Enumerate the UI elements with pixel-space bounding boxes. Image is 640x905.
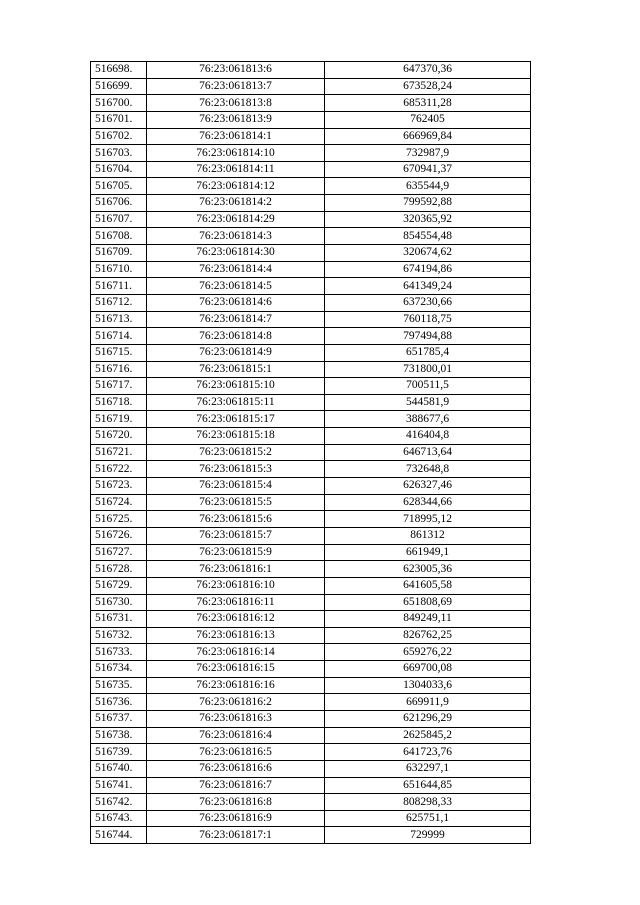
cadastral-number-cell: 76:23:061816:13 [147,627,325,644]
cadastral-value-cell: 674194,86 [325,261,531,278]
cadastral-value-cell: 320674,62 [325,245,531,262]
row-number-cell: 516731. [91,611,147,628]
table-row [91,677,531,694]
cadastral-number-cell: 76:23:061813:9 [147,111,325,128]
row-number-cell: 516723. [91,478,147,495]
cadastral-number-cell: 76:23:061816:9 [147,810,325,827]
cadastral-value-cell: 854554,48 [325,228,531,245]
table-row [91,128,531,145]
cadastral-number-cell: 76:23:061816:16 [147,677,325,694]
row-number-cell: 516739. [91,744,147,761]
table-row [91,394,531,411]
row-number-cell: 516744. [91,827,147,844]
table-row [91,411,531,428]
table-row [91,444,531,461]
cadastral-number-cell: 76:23:061816:12 [147,611,325,628]
cadastral-number-cell: 76:23:061816:7 [147,777,325,794]
cadastral-number-cell: 76:23:061815:4 [147,478,325,495]
table-row [91,727,531,744]
cadastral-number-cell: 76:23:061814:1 [147,128,325,145]
row-number-cell: 516699. [91,78,147,95]
cadastral-number-cell: 76:23:061815:3 [147,461,325,478]
row-number-cell: 516716. [91,361,147,378]
row-number-cell: 516725. [91,511,147,528]
table-row [91,361,531,378]
cadastral-value-cell: 651785,4 [325,344,531,361]
cadastral-value-cell: 632297,1 [325,760,531,777]
row-number-cell: 516717. [91,378,147,395]
table-row [91,511,531,528]
table-row [91,661,531,678]
row-number-cell: 516715. [91,344,147,361]
cadastral-number-cell: 76:23:061816:14 [147,644,325,661]
cadastral-number-cell: 76:23:061814:12 [147,178,325,195]
cadastral-value-cell: 732987,9 [325,145,531,162]
cadastral-number-cell: 76:23:061816:4 [147,727,325,744]
cadastral-value-cell: 826762,25 [325,627,531,644]
cadastral-number-cell: 76:23:061815:9 [147,544,325,561]
cadastral-value-cell: 637230,66 [325,294,531,311]
row-number-cell: 516721. [91,444,147,461]
row-number-cell: 516701. [91,111,147,128]
cadastral-number-cell: 76:23:061816:15 [147,661,325,678]
cadastral-number-cell: 76:23:061817:1 [147,827,325,844]
table-row [91,328,531,345]
row-number-cell: 516710. [91,261,147,278]
cadastral-number-cell: 76:23:061815:1 [147,361,325,378]
cadastral-number-cell: 76:23:061814:11 [147,161,325,178]
table-row [91,710,531,727]
table-body [91,62,531,844]
cadastral-value-cell: 635544,9 [325,178,531,195]
cadastral-number-cell: 76:23:061814:10 [147,145,325,162]
table-row [91,161,531,178]
cadastral-value-cell: 666969,84 [325,128,531,145]
row-number-cell: 516735. [91,677,147,694]
row-number-cell: 516733. [91,644,147,661]
cadastral-value-cell: 669911,9 [325,694,531,711]
table-row [91,744,531,761]
table-row [91,611,531,628]
cadastral-number-cell: 76:23:061816:6 [147,760,325,777]
cadastral-value-cell: 799592,88 [325,195,531,212]
cadastral-number-cell: 76:23:061815:7 [147,527,325,544]
row-number-cell: 516730. [91,594,147,611]
row-number-cell: 516742. [91,794,147,811]
table-row [91,145,531,162]
table-row [91,111,531,128]
cadastral-number-cell: 76:23:061814:9 [147,344,325,361]
cadastral-value-cell: 641349,24 [325,278,531,295]
row-number-cell: 516708. [91,228,147,245]
cadastral-value-cell: 762405 [325,111,531,128]
row-number-cell: 516704. [91,161,147,178]
row-number-cell: 516726. [91,527,147,544]
cadastral-number-cell: 76:23:061814:6 [147,294,325,311]
row-number-cell: 516740. [91,760,147,777]
row-number-cell: 516698. [91,62,147,79]
cadastral-value-cell: 685311,28 [325,95,531,112]
cadastral-value-cell: 641723,76 [325,744,531,761]
table-row [91,644,531,661]
cadastral-number-cell: 76:23:061814:5 [147,278,325,295]
cadastral-value-cell: 621296,29 [325,710,531,727]
table-row [91,760,531,777]
cadastral-value-cell: 626327,46 [325,478,531,495]
row-number-cell: 516737. [91,710,147,727]
cadastral-value-cell: 661949,1 [325,544,531,561]
row-number-cell: 516727. [91,544,147,561]
cadastral-value-cell: 731800,01 [325,361,531,378]
cadastral-value-cell: 1304033,6 [325,677,531,694]
table-row [91,810,531,827]
row-number-cell: 516705. [91,178,147,195]
row-number-cell: 516709. [91,245,147,262]
cadastral-value-cell: 625751,1 [325,810,531,827]
table-row [91,195,531,212]
cadastral-number-cell: 76:23:061814:2 [147,195,325,212]
cadastral-number-cell: 76:23:061816:3 [147,710,325,727]
table-row [91,95,531,112]
row-number-cell: 516714. [91,328,147,345]
cadastral-value-cell: 797494,88 [325,328,531,345]
table-row [91,527,531,544]
row-number-cell: 516732. [91,627,147,644]
cadastral-number-cell: 76:23:061814:3 [147,228,325,245]
table-row [91,211,531,228]
cadastral-value-cell: 416404,8 [325,428,531,445]
cadastral-number-cell: 76:23:061816:10 [147,577,325,594]
row-number-cell: 516741. [91,777,147,794]
row-number-cell: 516728. [91,561,147,578]
table-row [91,344,531,361]
cadastral-value-cell: 718995,12 [325,511,531,528]
table-row [91,461,531,478]
cadastral-value-cell: 646713,64 [325,444,531,461]
row-number-cell: 516738. [91,727,147,744]
cadastral-value-cell: 760118,75 [325,311,531,328]
row-number-cell: 516722. [91,461,147,478]
row-number-cell: 516720. [91,428,147,445]
cadastral-value-cell: 388677,6 [325,411,531,428]
table-row [91,228,531,245]
table-row [91,577,531,594]
cadastral-number-cell: 76:23:061814:30 [147,245,325,262]
row-number-cell: 516718. [91,394,147,411]
cadastral-value-cell: 670941,37 [325,161,531,178]
row-number-cell: 516743. [91,810,147,827]
table-row [91,544,531,561]
row-number-cell: 516734. [91,661,147,678]
row-number-cell: 516711. [91,278,147,295]
table-row [91,428,531,445]
table-row [91,777,531,794]
row-number-cell: 516703. [91,145,147,162]
table-row [91,261,531,278]
table-row [91,494,531,511]
cadastral-value-cell: 320365,92 [325,211,531,228]
cadastral-number-cell: 76:23:061814:8 [147,328,325,345]
cadastral-value-cell: 651808,69 [325,594,531,611]
cadastral-value-cell: 2625845,2 [325,727,531,744]
row-number-cell: 516706. [91,195,147,212]
cadastral-number-cell: 76:23:061816:8 [147,794,325,811]
cadastral-value-cell: 544581,9 [325,394,531,411]
cadastral-value-cell: 628344,66 [325,494,531,511]
row-number-cell: 516713. [91,311,147,328]
row-number-cell: 516729. [91,577,147,594]
row-number-cell: 516724. [91,494,147,511]
cadastral-value-cell: 659276,22 [325,644,531,661]
cadastral-value-cell: 849249,11 [325,611,531,628]
cadastral-number-cell: 76:23:061815:18 [147,428,325,445]
table-row [91,378,531,395]
cadastral-number-cell: 76:23:061815:17 [147,411,325,428]
table-row [91,62,531,79]
table-row [91,78,531,95]
cadastral-number-cell: 76:23:061814:7 [147,311,325,328]
cadastral-value-cell: 669700,08 [325,661,531,678]
row-number-cell: 516707. [91,211,147,228]
cadastral-number-cell: 76:23:061816:5 [147,744,325,761]
row-number-cell: 516700. [91,95,147,112]
table-row [91,478,531,495]
cadastral-number-cell: 76:23:061814:29 [147,211,325,228]
cadastral-value-cell: 651644,85 [325,777,531,794]
cadastral-value-cell: 647370,36 [325,62,531,79]
cadastral-number-cell: 76:23:061813:6 [147,62,325,79]
cadastral-number-cell: 76:23:061816:2 [147,694,325,711]
table-row [91,278,531,295]
cadastral-value-cell: 729999 [325,827,531,844]
table-row [91,694,531,711]
cadastral-value-cell: 700511,5 [325,378,531,395]
cadastral-number-cell: 76:23:061813:7 [147,78,325,95]
table-row [91,794,531,811]
table-row [91,294,531,311]
table-row [91,245,531,262]
cadastral-number-cell: 76:23:061815:10 [147,378,325,395]
cadastral-number-cell: 76:23:061815:11 [147,394,325,411]
cadastral-number-cell: 76:23:061816:11 [147,594,325,611]
table-row [91,827,531,844]
cadastral-value-cell: 673528,24 [325,78,531,95]
cadastral-number-cell: 76:23:061815:5 [147,494,325,511]
cadastral-value-table [90,61,531,844]
cadastral-value-cell: 732648,8 [325,461,531,478]
table-row [91,311,531,328]
table-row [91,594,531,611]
cadastral-number-cell: 76:23:061814:4 [147,261,325,278]
row-number-cell: 516712. [91,294,147,311]
cadastral-value-cell: 808298,33 [325,794,531,811]
cadastral-number-cell: 76:23:061813:8 [147,95,325,112]
row-number-cell: 516736. [91,694,147,711]
table-row [91,178,531,195]
row-number-cell: 516702. [91,128,147,145]
cadastral-value-cell: 641605,58 [325,577,531,594]
row-number-cell: 516719. [91,411,147,428]
cadastral-number-cell: 76:23:061816:1 [147,561,325,578]
cadastral-number-cell: 76:23:061815:2 [147,444,325,461]
table-row [91,561,531,578]
cadastral-value-cell: 861312 [325,527,531,544]
table-row [91,627,531,644]
cadastral-number-cell: 76:23:061815:6 [147,511,325,528]
cadastral-value-cell: 623005,36 [325,561,531,578]
